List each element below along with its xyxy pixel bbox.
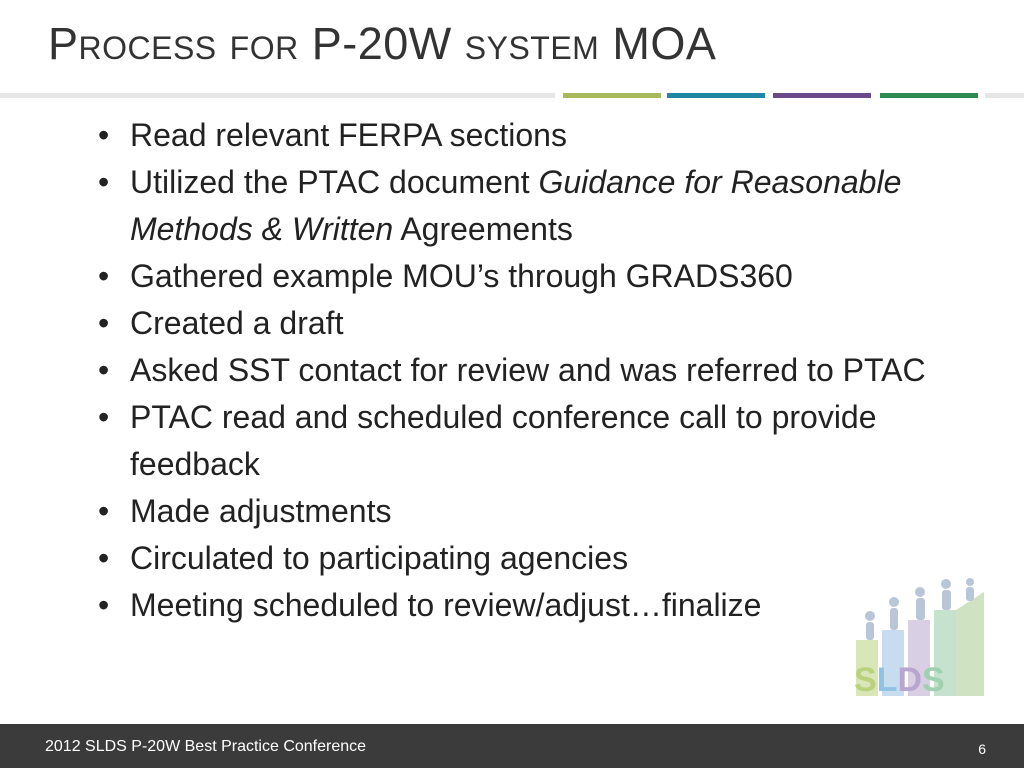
bullet-list — [98, 112, 978, 629]
bullet-item — [98, 347, 978, 394]
bullet-dot: • — [98, 399, 110, 435]
bullet-text: PTAC read and scheduled conference call to provide feedback — [130, 399, 877, 482]
title-underline-green — [563, 93, 661, 98]
bullet-text: Created a draft — [130, 305, 344, 341]
slds-logo — [848, 578, 986, 696]
document-title-italic: Guidance for Reasonable Methods & Written — [130, 164, 902, 247]
bullet-text: Circulated to participating agencies — [130, 540, 629, 576]
bullet-text: Asked SST contact for review and was referred to PTAC — [130, 352, 926, 388]
bullet-dot: • — [98, 587, 110, 623]
page-number: 6 — [978, 741, 986, 757]
bullet-text: Read relevant FERPA sections — [130, 117, 567, 153]
bullet-item — [98, 112, 978, 159]
title-underline-purple — [773, 93, 871, 98]
bullet-dot: • — [98, 164, 110, 200]
bullet-item — [98, 488, 978, 535]
slide-title — [48, 18, 716, 70]
title-part-process-for: Process for — [48, 18, 312, 69]
bullet-dot: • — [98, 540, 110, 576]
footer-text: 2012 SLDS P-20W Best Practice Conference — [45, 738, 367, 755]
title-part-p20w: P-20W — [311, 18, 452, 69]
footer-bar — [0, 724, 1024, 768]
bullet-text: Meeting scheduled to review/adjust…finalize — [130, 587, 762, 623]
bullet-item — [98, 394, 978, 488]
bullet-item — [98, 253, 978, 300]
logo-wordmark: SLDS — [854, 661, 945, 696]
title-underline-blue — [667, 93, 765, 98]
bullet-text: Gathered example MOU’s through GRADS360 — [130, 258, 793, 294]
logo-stair — [956, 592, 984, 696]
title-underline-darkgreen — [880, 93, 978, 98]
bullet-text: Utilized the PTAC document — [130, 164, 539, 200]
bullet-dot: • — [98, 493, 110, 529]
bullet-dot: • — [98, 258, 110, 294]
bullet-item — [98, 159, 978, 253]
bullet-text: Agreements — [393, 211, 573, 247]
bullet-dot: • — [98, 352, 110, 388]
title-part-system: system — [451, 18, 613, 69]
bullet-dot: • — [98, 117, 110, 153]
bullet-item — [98, 300, 978, 347]
bullet-item — [98, 535, 978, 582]
bullet-text: Made adjustments — [130, 493, 392, 529]
bullet-dot: • — [98, 305, 110, 341]
title-underline-gray — [0, 93, 555, 98]
title-part-moa: MOA — [612, 18, 717, 69]
title-underline-gray-end — [985, 93, 1024, 98]
bullet-item — [98, 582, 978, 629]
